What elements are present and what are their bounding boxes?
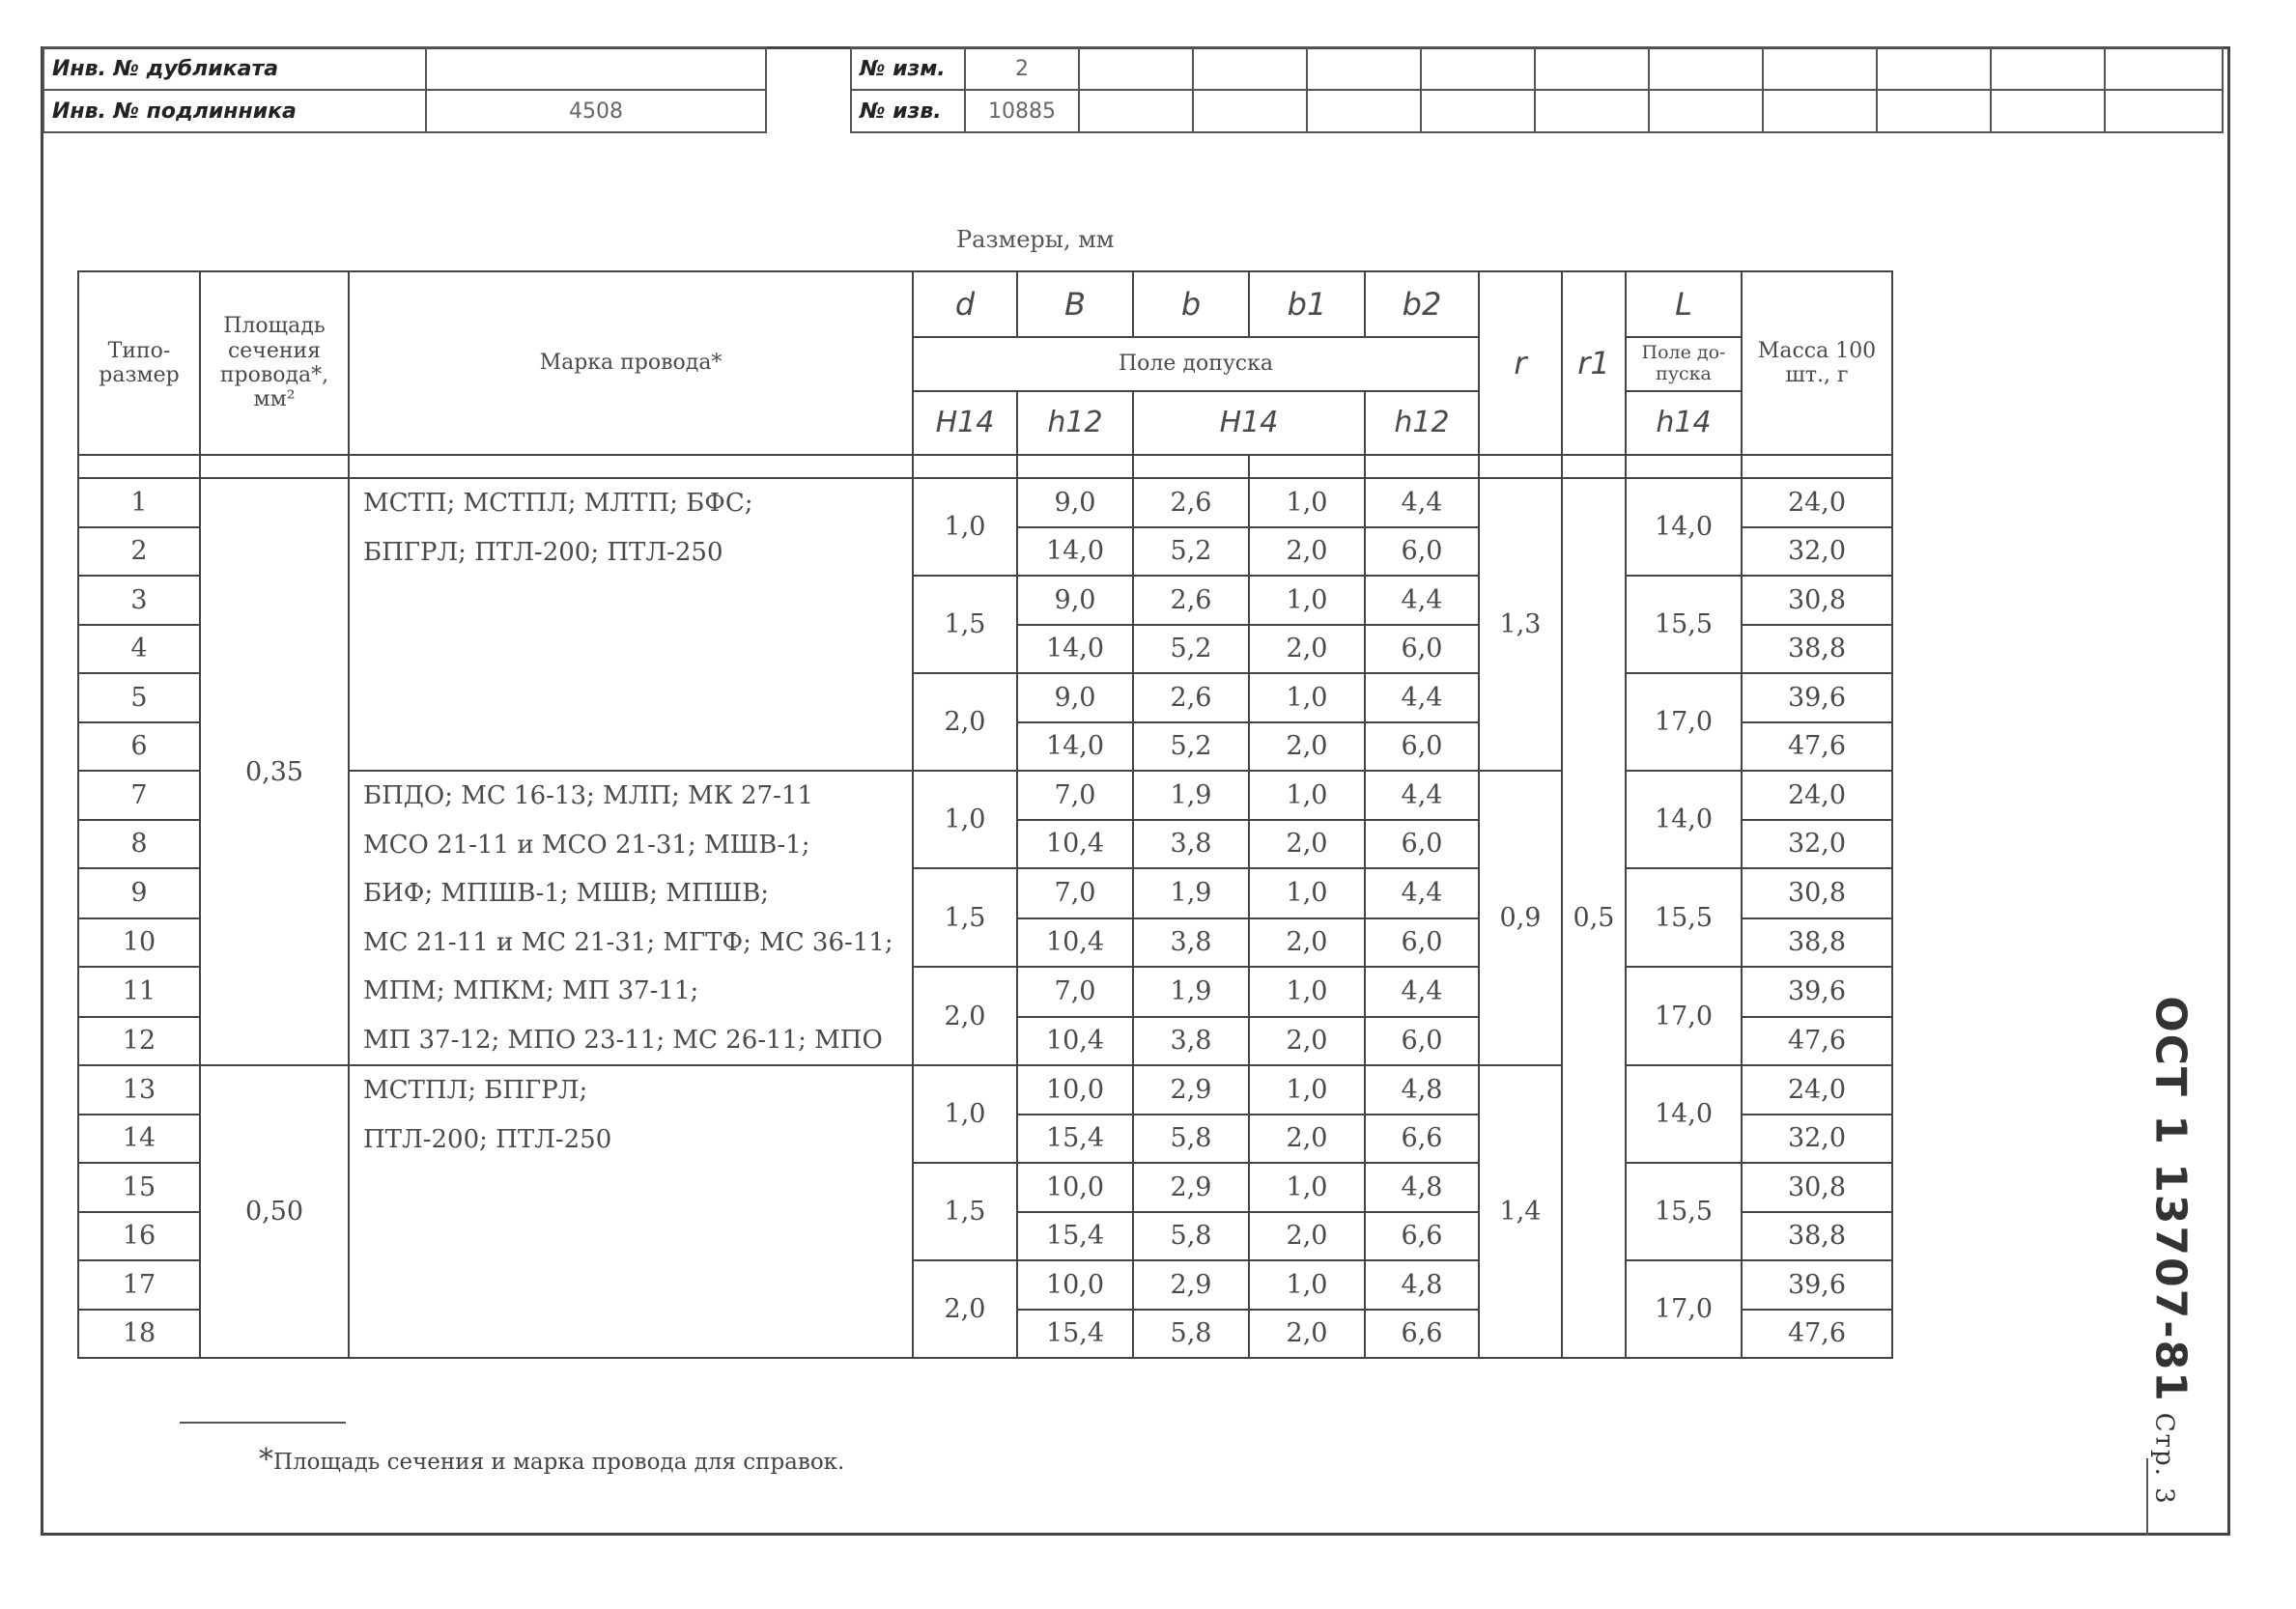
cell-b: 1,9 — [1133, 771, 1249, 820]
document-code — [2137, 996, 2204, 1506]
cell-b: 5,2 — [1133, 722, 1249, 772]
cell-b1: 1,0 — [1249, 478, 1365, 527]
cell-b1: 1,0 — [1249, 576, 1365, 625]
header-r1: r1 — [1562, 271, 1626, 455]
header-tolerance-field: Поле допуска — [913, 337, 1479, 391]
cell-b2: 4,4 — [1365, 576, 1479, 625]
cell-mass: 39,6 — [1742, 967, 1892, 1017]
mark-line: БИФ; МПШВ-1; МШВ; МПШВ; — [363, 879, 770, 908]
cell-mass: 32,0 — [1742, 527, 1892, 577]
cell-b: 5,2 — [1133, 625, 1249, 674]
cell-b2: 4,4 — [1365, 771, 1479, 820]
cell-B: 15,4 — [1017, 1310, 1133, 1359]
cell-mass: 30,8 — [1742, 868, 1892, 918]
cell-b2: 4,8 — [1365, 1065, 1479, 1115]
cell-L: 14,0 — [1626, 771, 1742, 868]
cell-mass: 47,6 — [1742, 1310, 1892, 1359]
cell-r: 1,3 — [1479, 478, 1562, 771]
cell-mark — [349, 1065, 913, 1358]
header-r: r — [1479, 271, 1562, 455]
header-L: L — [1626, 271, 1742, 337]
cell-b: 2,9 — [1133, 1163, 1249, 1212]
tol-L: h14 — [1626, 391, 1742, 455]
cell-r: 0,9 — [1479, 771, 1562, 1065]
cell-B: 9,0 — [1017, 576, 1133, 625]
header-b2: b2 — [1365, 271, 1479, 337]
cell-L: 14,0 — [1626, 478, 1742, 576]
cell-mass: 47,6 — [1742, 1017, 1892, 1066]
cell-b1: 1,0 — [1249, 771, 1365, 820]
cell-typesize: 15 — [78, 1163, 200, 1212]
cell-b1: 1,0 — [1249, 1065, 1365, 1115]
cell-B: 14,0 — [1017, 527, 1133, 577]
cell-B: 15,4 — [1017, 1212, 1133, 1261]
cell-B: 15,4 — [1017, 1115, 1133, 1164]
cell-L: 15,5 — [1626, 1163, 1742, 1260]
cell-B: 10,4 — [1017, 1017, 1133, 1066]
cell-b: 5,2 — [1133, 527, 1249, 577]
cell-mark — [349, 478, 913, 771]
cell-b: 1,9 — [1133, 868, 1249, 918]
dimensions-table — [77, 270, 1893, 1359]
cell-B: 7,0 — [1017, 967, 1133, 1017]
cell-typesize: 8 — [78, 820, 200, 869]
cell-d: 1,0 — [913, 771, 1017, 868]
cell-b: 5,8 — [1133, 1212, 1249, 1261]
cell-b1: 2,0 — [1249, 1017, 1365, 1066]
header-b1: b1 — [1249, 271, 1365, 337]
cell-b2: 4,8 — [1365, 1163, 1479, 1212]
cell-area: 0,50 — [200, 1065, 349, 1358]
cell-B: 10,4 — [1017, 820, 1133, 869]
cell-b1: 2,0 — [1249, 1310, 1365, 1359]
footnote-star: * — [259, 1443, 273, 1477]
cell-b2: 4,8 — [1365, 1260, 1479, 1310]
footnote-rule — [180, 1422, 346, 1424]
cell-typesize: 6 — [78, 722, 200, 772]
cell-L: 17,0 — [1626, 673, 1742, 771]
mark-line: МСТП; МСТПЛ; МЛТП; БФС; — [363, 489, 753, 518]
cell-typesize: 18 — [78, 1310, 200, 1359]
cell-b2: 4,4 — [1365, 478, 1479, 527]
tol-B: h12 — [1017, 391, 1133, 455]
cell-B: 9,0 — [1017, 673, 1133, 722]
cell-b2: 6,0 — [1365, 1017, 1479, 1066]
side-line — [2146, 1458, 2148, 1536]
cell-b1: 2,0 — [1249, 1212, 1365, 1261]
footnote — [259, 1443, 844, 1477]
registry-left — [43, 46, 767, 133]
mark-line: МПМ; МПКМ; МП 37-11; — [363, 976, 699, 1005]
cell-typesize: 14 — [78, 1115, 200, 1164]
registry-right — [850, 46, 2224, 133]
cell-mass: 24,0 — [1742, 771, 1892, 820]
cell-b2: 4,4 — [1365, 673, 1479, 722]
cell-b: 2,6 — [1133, 673, 1249, 722]
cell-b2: 4,4 — [1365, 967, 1479, 1017]
header-b: b — [1133, 271, 1249, 337]
cell-b1: 2,0 — [1249, 918, 1365, 968]
cell-mass: 24,0 — [1742, 1065, 1892, 1115]
tol-b2: h12 — [1365, 391, 1479, 455]
cell-typesize: 13 — [78, 1065, 200, 1115]
cell-b: 1,9 — [1133, 967, 1249, 1017]
cell-mass: 47,6 — [1742, 722, 1892, 772]
cell-B: 7,0 — [1017, 868, 1133, 918]
header-mark: Марка провода* — [349, 271, 913, 455]
footnote-text: Площадь сечения и марка провода для справок. — [273, 1450, 845, 1475]
cell-b2: 6,6 — [1365, 1212, 1479, 1261]
cell-L: 17,0 — [1626, 967, 1742, 1065]
cell-B: 10,4 — [1017, 918, 1133, 968]
cell-b1: 2,0 — [1249, 722, 1365, 772]
cell-b1: 1,0 — [1249, 967, 1365, 1017]
cell-b: 5,8 — [1133, 1115, 1249, 1164]
cell-b: 3,8 — [1133, 820, 1249, 869]
cell-mass: 38,8 — [1742, 625, 1892, 674]
mark-line: БПДО; МС 16-13; МЛП; МК 27-11 — [363, 781, 813, 810]
cell-mass: 30,8 — [1742, 576, 1892, 625]
cell-d: 1,5 — [913, 1163, 1017, 1260]
cell-b2: 6,6 — [1365, 1310, 1479, 1359]
cell-d: 2,0 — [913, 1260, 1017, 1358]
cell-d: 1,5 — [913, 576, 1017, 673]
mark-line: МС 21-11 и МС 21-31; МГТФ; МС 36-11; — [363, 927, 893, 957]
header-B: B — [1017, 271, 1133, 337]
header-typesize: Типо-размер — [78, 271, 200, 455]
cell-typesize: 12 — [78, 1017, 200, 1066]
cell-d: 1,0 — [913, 478, 1017, 576]
cell-B: 10,0 — [1017, 1260, 1133, 1310]
cell-mass: 38,8 — [1742, 918, 1892, 968]
cell-typesize: 10 — [78, 918, 200, 968]
cell-b1: 2,0 — [1249, 527, 1365, 577]
cell-B: 9,0 — [1017, 478, 1133, 527]
cell-b2: 6,0 — [1365, 722, 1479, 772]
mark-line: МСО 21-11 и МСО 21-31; МШВ-1; — [363, 830, 810, 860]
original-inv-value: 4508 — [426, 90, 766, 132]
change-value: 10885 — [965, 90, 1079, 132]
cell-L: 17,0 — [1626, 1260, 1742, 1358]
cell-b2: 6,0 — [1365, 527, 1479, 577]
cell-B: 10,0 — [1017, 1065, 1133, 1115]
cell-b1: 2,0 — [1249, 625, 1365, 674]
duplicate-inv-label: Инв. № дубликата — [43, 47, 426, 90]
cell-b: 2,6 — [1133, 478, 1249, 527]
page-number: Стр. 3 — [2149, 1412, 2179, 1506]
cell-b2: 4,4 — [1365, 868, 1479, 918]
table-body — [78, 478, 1892, 1358]
cell-b2: 6,6 — [1365, 1115, 1479, 1164]
cell-d: 2,0 — [913, 967, 1017, 1065]
cell-b: 2,6 — [1133, 576, 1249, 625]
cell-mass: 32,0 — [1742, 1115, 1892, 1164]
cell-b: 5,8 — [1133, 1310, 1249, 1359]
cell-typesize: 4 — [78, 625, 200, 674]
cell-b: 3,8 — [1133, 918, 1249, 968]
cell-r1: 0,5 — [1562, 478, 1626, 1358]
cell-b2: 6,0 — [1365, 625, 1479, 674]
tol-d: H14 — [913, 391, 1017, 455]
cell-L: 15,5 — [1626, 576, 1742, 673]
original-inv-label: Инв. № подлинника — [43, 90, 426, 132]
table-row — [78, 478, 1892, 527]
cell-mass: 39,6 — [1742, 1260, 1892, 1310]
mark-line: МСТПЛ; БПГРЛ; — [363, 1076, 588, 1105]
cell-typesize: 9 — [78, 868, 200, 918]
doc-code-text: ОСТ 1 13707-81 — [2145, 996, 2196, 1403]
cell-L: 14,0 — [1626, 1065, 1742, 1163]
change-label: № изв. — [851, 90, 965, 132]
mark-line: БПГРЛ; ПТЛ-200; ПТЛ-250 — [363, 537, 723, 567]
cell-b1: 1,0 — [1249, 1163, 1365, 1212]
cell-typesize: 5 — [78, 673, 200, 722]
cell-mass: 39,6 — [1742, 673, 1892, 722]
tol-b: H14 — [1133, 391, 1365, 455]
cell-typesize: 2 — [78, 527, 200, 577]
cell-mark — [349, 771, 913, 1065]
cell-r: 1,4 — [1479, 1065, 1562, 1358]
cell-b2: 6,0 — [1365, 820, 1479, 869]
cell-b: 2,9 — [1133, 1065, 1249, 1115]
cell-B: 10,0 — [1017, 1163, 1133, 1212]
cell-B: 14,0 — [1017, 722, 1133, 772]
cell-b1: 1,0 — [1249, 673, 1365, 722]
sheet-label: № изм. — [851, 47, 965, 90]
cell-b2: 6,0 — [1365, 918, 1479, 968]
cell-b: 2,9 — [1133, 1260, 1249, 1310]
cell-typesize: 16 — [78, 1212, 200, 1261]
cell-d: 1,0 — [913, 1065, 1017, 1163]
cell-b: 3,8 — [1133, 1017, 1249, 1066]
cell-b1: 2,0 — [1249, 820, 1365, 869]
sheet-value: 2 — [965, 47, 1079, 90]
cell-typesize: 1 — [78, 478, 200, 527]
header-area: Площадь сечения провода*, мм² — [200, 271, 349, 455]
cell-typesize: 17 — [78, 1260, 200, 1310]
cell-B: 7,0 — [1017, 771, 1133, 820]
cell-mass: 30,8 — [1742, 1163, 1892, 1212]
sizes-caption: Размеры, мм — [956, 226, 1115, 253]
header-mass: Масса 100 шт., г — [1742, 271, 1892, 455]
cell-b1: 1,0 — [1249, 868, 1365, 918]
cell-b1: 1,0 — [1249, 1260, 1365, 1310]
mark-line: ПТЛ-200; ПТЛ-250 — [363, 1124, 612, 1154]
cell-typesize: 11 — [78, 967, 200, 1017]
cell-B: 14,0 — [1017, 625, 1133, 674]
header-tolerance-field-short: Поле до-пуска — [1626, 337, 1742, 391]
header-d: d — [913, 271, 1017, 337]
duplicate-inv-value — [426, 47, 766, 90]
mark-line: МП 37-12; МПО 23-11; МС 26-11; МПО — [363, 1025, 883, 1055]
cell-mass: 24,0 — [1742, 478, 1892, 527]
cell-typesize: 3 — [78, 576, 200, 625]
cell-b1: 2,0 — [1249, 1115, 1365, 1164]
cell-mass: 38,8 — [1742, 1212, 1892, 1261]
cell-d: 1,5 — [913, 868, 1017, 967]
cell-typesize: 7 — [78, 771, 200, 820]
cell-mass: 32,0 — [1742, 820, 1892, 869]
cell-L: 15,5 — [1626, 868, 1742, 967]
cell-area: 0,35 — [200, 478, 349, 1065]
cell-d: 2,0 — [913, 673, 1017, 771]
